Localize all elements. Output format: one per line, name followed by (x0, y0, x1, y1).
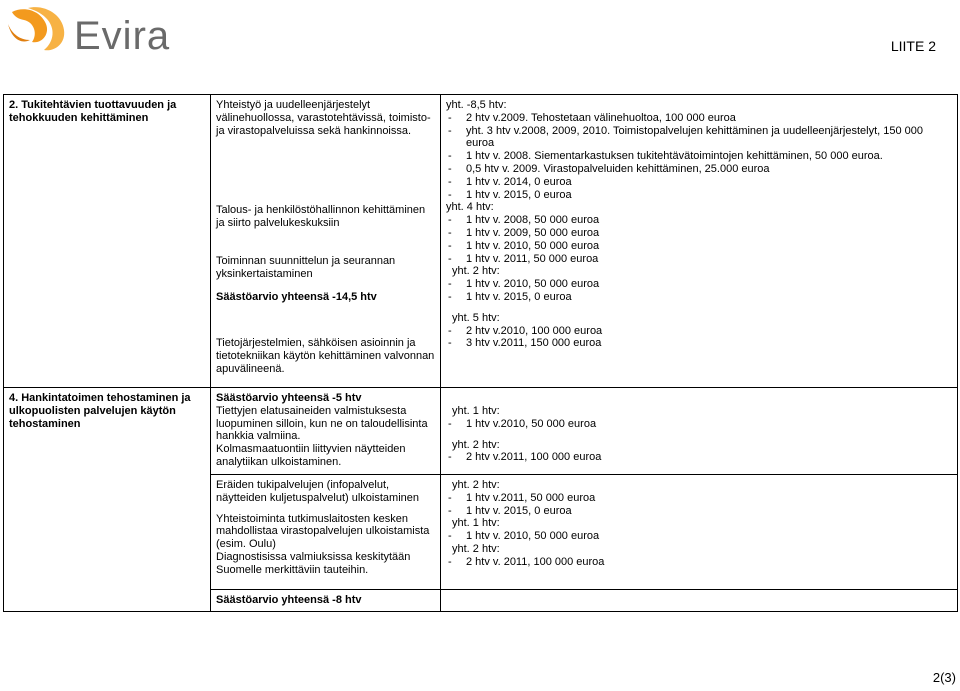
list-dash: - (448, 226, 452, 239)
measure-text: Tietojärjestelmien, sähköisen asioinnin ja tietotekniikan käytön kehittäminen valvonnan apuvälineenä. (216, 337, 435, 375)
measure-text: Diagnostisissa valmiuksissa keskitytään Suomelle merkittäviin tauteihin. (216, 550, 411, 576)
savings-table (3, 94, 958, 612)
estimate-line: 0,5 htv v. 2009. Virastopalveluiden kehittäminen, 25.000 euroa (466, 162, 770, 175)
measure-text: Eräiden tukipalvelujen (infopalvelut, näytteiden kuljetuspalvelut) ulkoistaminen (216, 479, 420, 504)
measure-text: Tiettyjen elatusaineiden valmistuksesta luopuminen silloin, kun ne on taloudellisinta hankkia valmiina. (216, 404, 428, 443)
list-dash: - (448, 417, 452, 430)
list-dash: - (448, 504, 452, 517)
measure-text: Talous- ja henkilöstöhallinnon kehittäminen ja siirto palvelukeskuksiin (216, 204, 426, 230)
list-dash: - (448, 491, 452, 504)
estimate-line: 1 htv v. 2010, 50 000 euroa (466, 278, 600, 291)
measure-text: Toiminnan suunnittelun ja seurannan yksinkertaistaminen (216, 254, 396, 280)
list-dash: - (448, 150, 452, 163)
estimates-cell (441, 388, 958, 475)
list-dash: - (448, 162, 452, 175)
row-title-cell (4, 95, 211, 388)
row-title-cell (4, 388, 211, 612)
list-dash: - (448, 290, 452, 303)
list-dash: - (448, 324, 452, 337)
row-title: 2. Tukitehtävien tuottavuuden ja tehokkuuden kehittäminen (9, 99, 177, 124)
estimate-line: 1 htv v.2010, 50 000 euroa (466, 417, 597, 430)
table-row (4, 388, 958, 475)
estimate-line: 1 htv v. 2010, 50 000 euroa (466, 530, 600, 543)
table-row (4, 95, 958, 334)
list-dash: - (448, 111, 452, 124)
estimate-line: 1 htv v. 2015, 0 euroa (466, 188, 572, 201)
estimate-line: 1 htv v. 2008. Siementarkastuksen tukitehtävätoimintojen kehittäminen, 50 000 euroa. (466, 150, 883, 163)
estimate-line: 1 htv v. 2014, 0 euroa (466, 175, 572, 188)
measure-text: Yhteistoiminta tutkimuslaitosten kesken mahdollistaa virastopalvelujen ulkoistamista (esim. Oulu) (216, 512, 430, 551)
estimate-line: 2 htv v.2009. Tehostetaan välinehuoltoa, 100 000 euroa (466, 111, 736, 124)
list-dash: - (448, 530, 452, 543)
list-dash: - (448, 278, 452, 291)
estimate-line: 1 htv v.2011, 50 000 euroa (466, 491, 596, 504)
measures-cell (211, 95, 441, 334)
estimate-line: yht. 5 htv: (452, 311, 500, 324)
measures-cell (211, 333, 441, 388)
measures-cell (211, 475, 441, 590)
estimate-line: yht. 1 htv: (452, 517, 500, 530)
estimate-line: 1 htv v. 2009, 50 000 euroa (466, 226, 600, 239)
estimate-line: 2 htv v.2010, 100 000 euroa (466, 324, 603, 337)
estimate-line: 2 htv v. 2011, 100 000 euroa (466, 555, 605, 568)
evira-logo-text: Evira (74, 14, 171, 58)
estimates-cell (441, 590, 958, 612)
estimate-line: 1 htv v. 2015, 0 euroa (466, 504, 572, 517)
estimate-line: yht. 4 htv: (446, 201, 494, 214)
list-dash: - (448, 555, 452, 568)
list-dash: - (448, 337, 452, 350)
estimate-line: 1 htv v. 2015, 0 euroa (466, 290, 572, 303)
estimate-line: 1 htv v. 2008, 50 000 euroa (466, 214, 600, 227)
estimate-line: yht. -8,5 htv: (446, 99, 507, 111)
estimate-line: yht. 2 htv: (452, 438, 500, 451)
estimate-line: yht. 2 htv: (452, 542, 500, 555)
estimate-line: 3 htv v.2011, 150 000 euroa (466, 337, 602, 350)
list-dash: - (448, 252, 452, 265)
estimate-line: 1 htv v. 2011, 50 000 euroa (466, 252, 599, 265)
savings-total: Säästöarvio yhteensä -5 htv (216, 392, 362, 404)
list-dash: - (448, 451, 452, 464)
estimates-cell (441, 95, 958, 388)
estimate-line: yht. 1 htv: (452, 405, 500, 417)
measures-cell (211, 590, 441, 612)
list-dash: - (448, 188, 452, 201)
annex-label: LIITE 2 (890, 38, 936, 54)
list-dash: - (448, 239, 452, 252)
list-dash: - (448, 214, 452, 227)
measure-text: Kolmasmaatuontiin liittyvien näytteiden analytiikan ulkoistaminen. (216, 443, 406, 468)
list-dash: - (448, 175, 452, 188)
evira-logo (6, 4, 171, 58)
savings-total: Säästöarvio yhteensä -14,5 htv (216, 290, 377, 303)
savings-total: Säästöarvio yhteensä -8 htv (216, 594, 362, 606)
estimates-cell (441, 475, 958, 590)
evira-swirl-icon (6, 4, 72, 56)
measures-cell (211, 388, 441, 475)
page-number: 2(3) (932, 670, 956, 685)
estimate-line: yht. 2 htv: (452, 479, 500, 491)
estimate-line: yht. 3 htv v.2008, 2009, 2010. Toimistopalvelujen kehittäminen ja uudelleenjärjestelyt, 150 000 euroa (466, 124, 924, 150)
measure-text: Yhteistyö ja uudelleenjärjestelyt välinehuollossa, varastotehtävissä, toimisto- ja virastopalveluissa sekä hankinnoissa. (216, 99, 431, 137)
estimate-line: yht. 2 htv: (452, 265, 500, 278)
estimate-line: 2 htv v.2011, 100 000 euroa (466, 451, 602, 464)
row-title: 4. Hankintatoimen tehostaminen ja ulkopuolisten palvelujen käytön tehostaminen (9, 392, 191, 430)
list-dash: - (448, 124, 452, 137)
estimate-line: 1 htv v. 2010, 50 000 euroa (466, 239, 600, 252)
